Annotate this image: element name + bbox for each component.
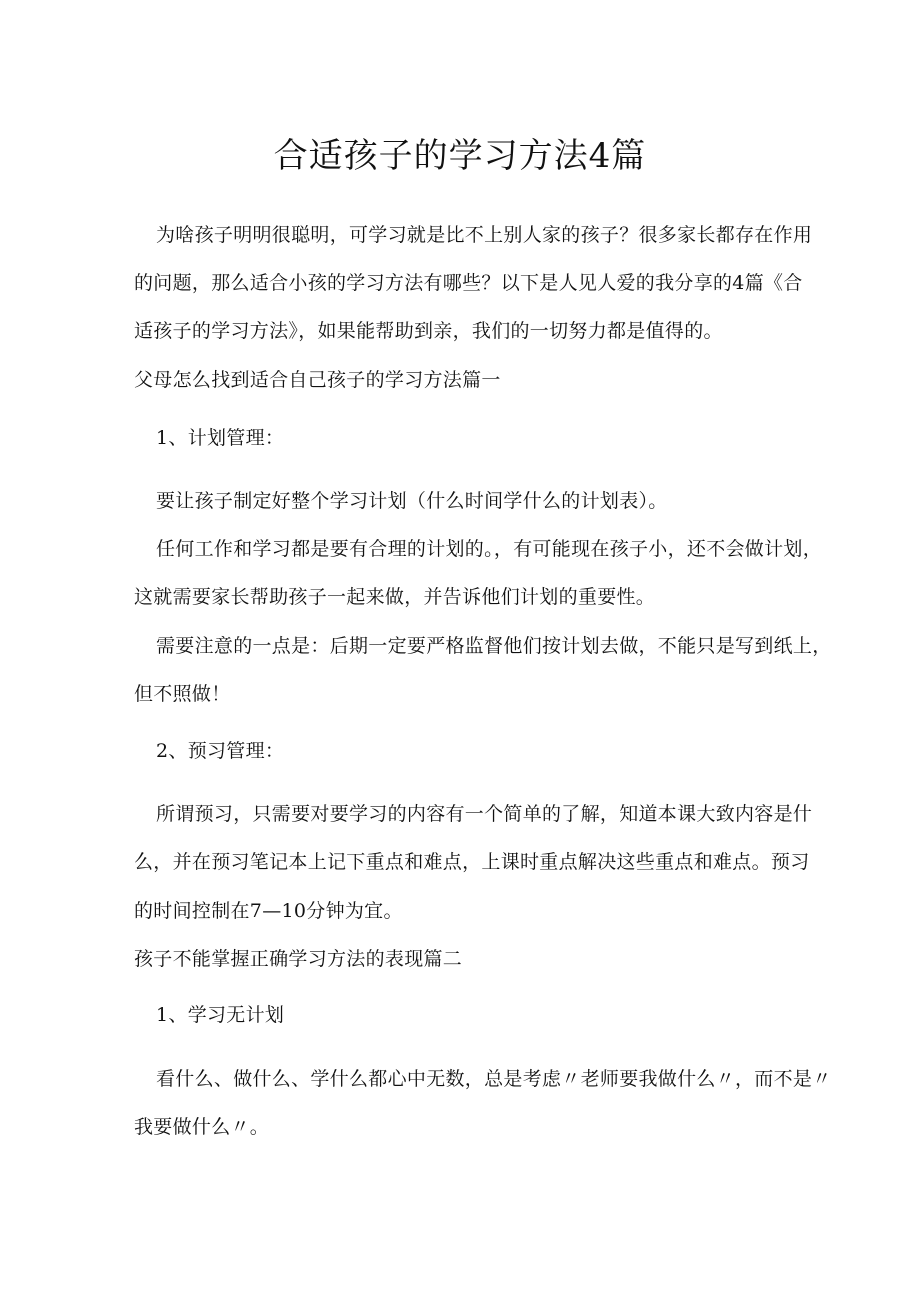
paragraph-line: 我要做什么〃。 bbox=[134, 1116, 270, 1138]
intro-line-3: 适孩子的学习方法》，如果能帮助到亲，我们的一切努力都是值得的。 bbox=[134, 320, 723, 342]
paragraph-line: 看什么、做什么、学什么都心中无数，总是考虑〃老师要我做什么〃，而不是〃 bbox=[156, 1068, 832, 1090]
intro-line-1: 为啥孩子明明很聪明，可学习就是比不上别人家的孩子？很多家长都存在作用 bbox=[156, 224, 813, 246]
section-1-item-2-heading: 2、预习管理： bbox=[156, 740, 285, 762]
section-2-heading: 孩子不能掌握正确学习方法的表现篇二 bbox=[134, 948, 463, 970]
intro-line-2: 的问题，那么适合小孩的学习方法有哪些？以下是人见人爱的我分享的4篇《合 bbox=[134, 272, 803, 294]
document-title: 合适孩子的学习方法4篇 bbox=[273, 136, 647, 176]
section-1-item-1-paragraph-1: 要让孩子制定好整个学习计划（什么时间学什么的计划表）。 bbox=[156, 490, 668, 512]
paragraph-line: 但不照做！ bbox=[134, 683, 231, 705]
paragraph-line: 所谓预习，只需要对要学习的内容有一个简单的了解，知道本课大致内容是什 bbox=[156, 803, 813, 825]
paragraph-line: 需要注意的一点是：后期一定要严格监督他们按计划去做，不能只是写到纸上， bbox=[156, 635, 832, 657]
paragraph-line: 么，并在预习笔记本上记下重点和难点，上课时重点解决这些重点和难点。预习 bbox=[134, 851, 810, 873]
paragraph-line: 的时间控制在7—10分钟为宜。 bbox=[134, 900, 403, 922]
section-1-heading: 父母怎么找到适合自己孩子的学习方法篇一 bbox=[134, 369, 501, 391]
paragraph-line: 这就需要家长帮助孩子一起来做，并告诉他们计划的重要性。 bbox=[134, 586, 656, 608]
section-2-item-1-heading: 1、学习无计划 bbox=[156, 1004, 285, 1026]
paragraph-line: 任何工作和学习都是要有合理的计划的。，有可能现在孩子小，还不会做计划， bbox=[156, 538, 823, 560]
section-1-item-1-heading: 1、计划管理： bbox=[156, 427, 285, 449]
